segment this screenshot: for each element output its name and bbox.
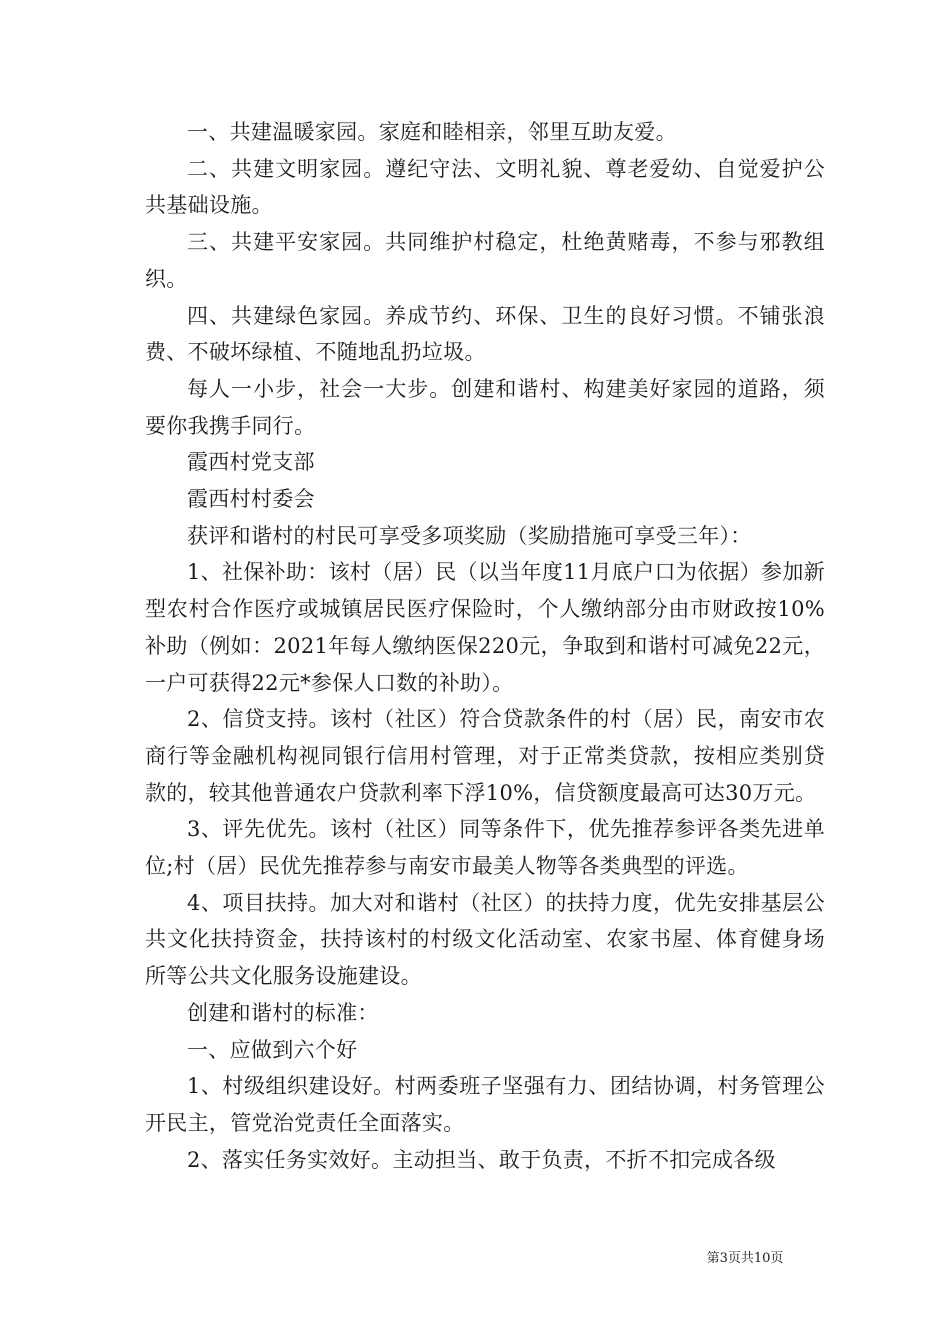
paragraph: 1、村级组织建设好。村两委班子坚强有力、团结协调，村务管理公开民主，管党治党责任全面落实。	[145, 1074, 825, 1135]
page-number: 第3页共10页	[706, 1251, 784, 1266]
paragraph: 获评和谐村的村民可享受多项奖励（奖励措施可享受三年）：	[187, 523, 752, 548]
paragraph: 2、信贷支持。该村（社区）符合贷款条件的村（居）民，南安市农商行等金融机构视同银行信用村管理，对于正常类贷款，按相应类别贷款的，较其他普通农户贷款利率下浮10%，信贷额度最高可达30万元。	[145, 707, 825, 805]
paragraph: 一、共建温暖家园。家庭和睦相亲，邻里互助友爱。	[187, 120, 677, 144]
page-footer	[0, 1247, 950, 1266]
signature-party-branch: 霞西村党支部	[187, 450, 315, 475]
paragraph: 四、共建绿色家园。养成节约、环保、卫生的良好习惯。不铺张浪费、不破坏绿植、不随地乱扔垃圾。	[145, 303, 825, 365]
paragraph: 二、共建文明家园。遵纪守法、文明礼貌、尊老爱幼、自觉爱护公共基础设施。	[145, 156, 825, 218]
paragraph: 1、社保补助：该村（居）民（以当年度11月底户口为依据）参加新型农村合作医疗或城镇居民医疗保险时，个人缴纳部分由市财政按10%补助（例如：2021年每人缴纳医保220元，争取到和谐村可减免22元，一户可获得22元*参保人口数的补助）。	[145, 560, 825, 695]
paragraph: 三、共建平安家园。共同维护村稳定，杜绝黄赌毒，不参与邪教组织。	[145, 230, 825, 291]
signature-village-committee: 霞西村村委会	[187, 487, 315, 512]
paragraph: 2、落实任务实效好。主动担当、敢于负责，不折不扣完成各级	[187, 1147, 776, 1172]
paragraph: 4、项目扶持。加大对和谐村（社区）的扶持力度，优先安排基层公共文化扶持资金，扶持该村的村级文化活动室、农家书屋、体育健身场所等公共文化服务设施建设。	[145, 890, 825, 989]
document-body	[145, 114, 825, 1178]
section-heading: 一、应做到六个好	[187, 1037, 358, 1062]
paragraph: 3、评先优先。该村（社区）同等条件下，优先推荐参评各类先进单位;村（居）民优先推荐参与南安市最美人物等各类典型的评选。	[145, 817, 825, 879]
paragraph: 每人一小步，社会一大步。创建和谐村、构建美好家园的道路，须要你我携手同行。	[145, 376, 825, 438]
section-heading: 创建和谐村的标准：	[187, 1000, 379, 1025]
